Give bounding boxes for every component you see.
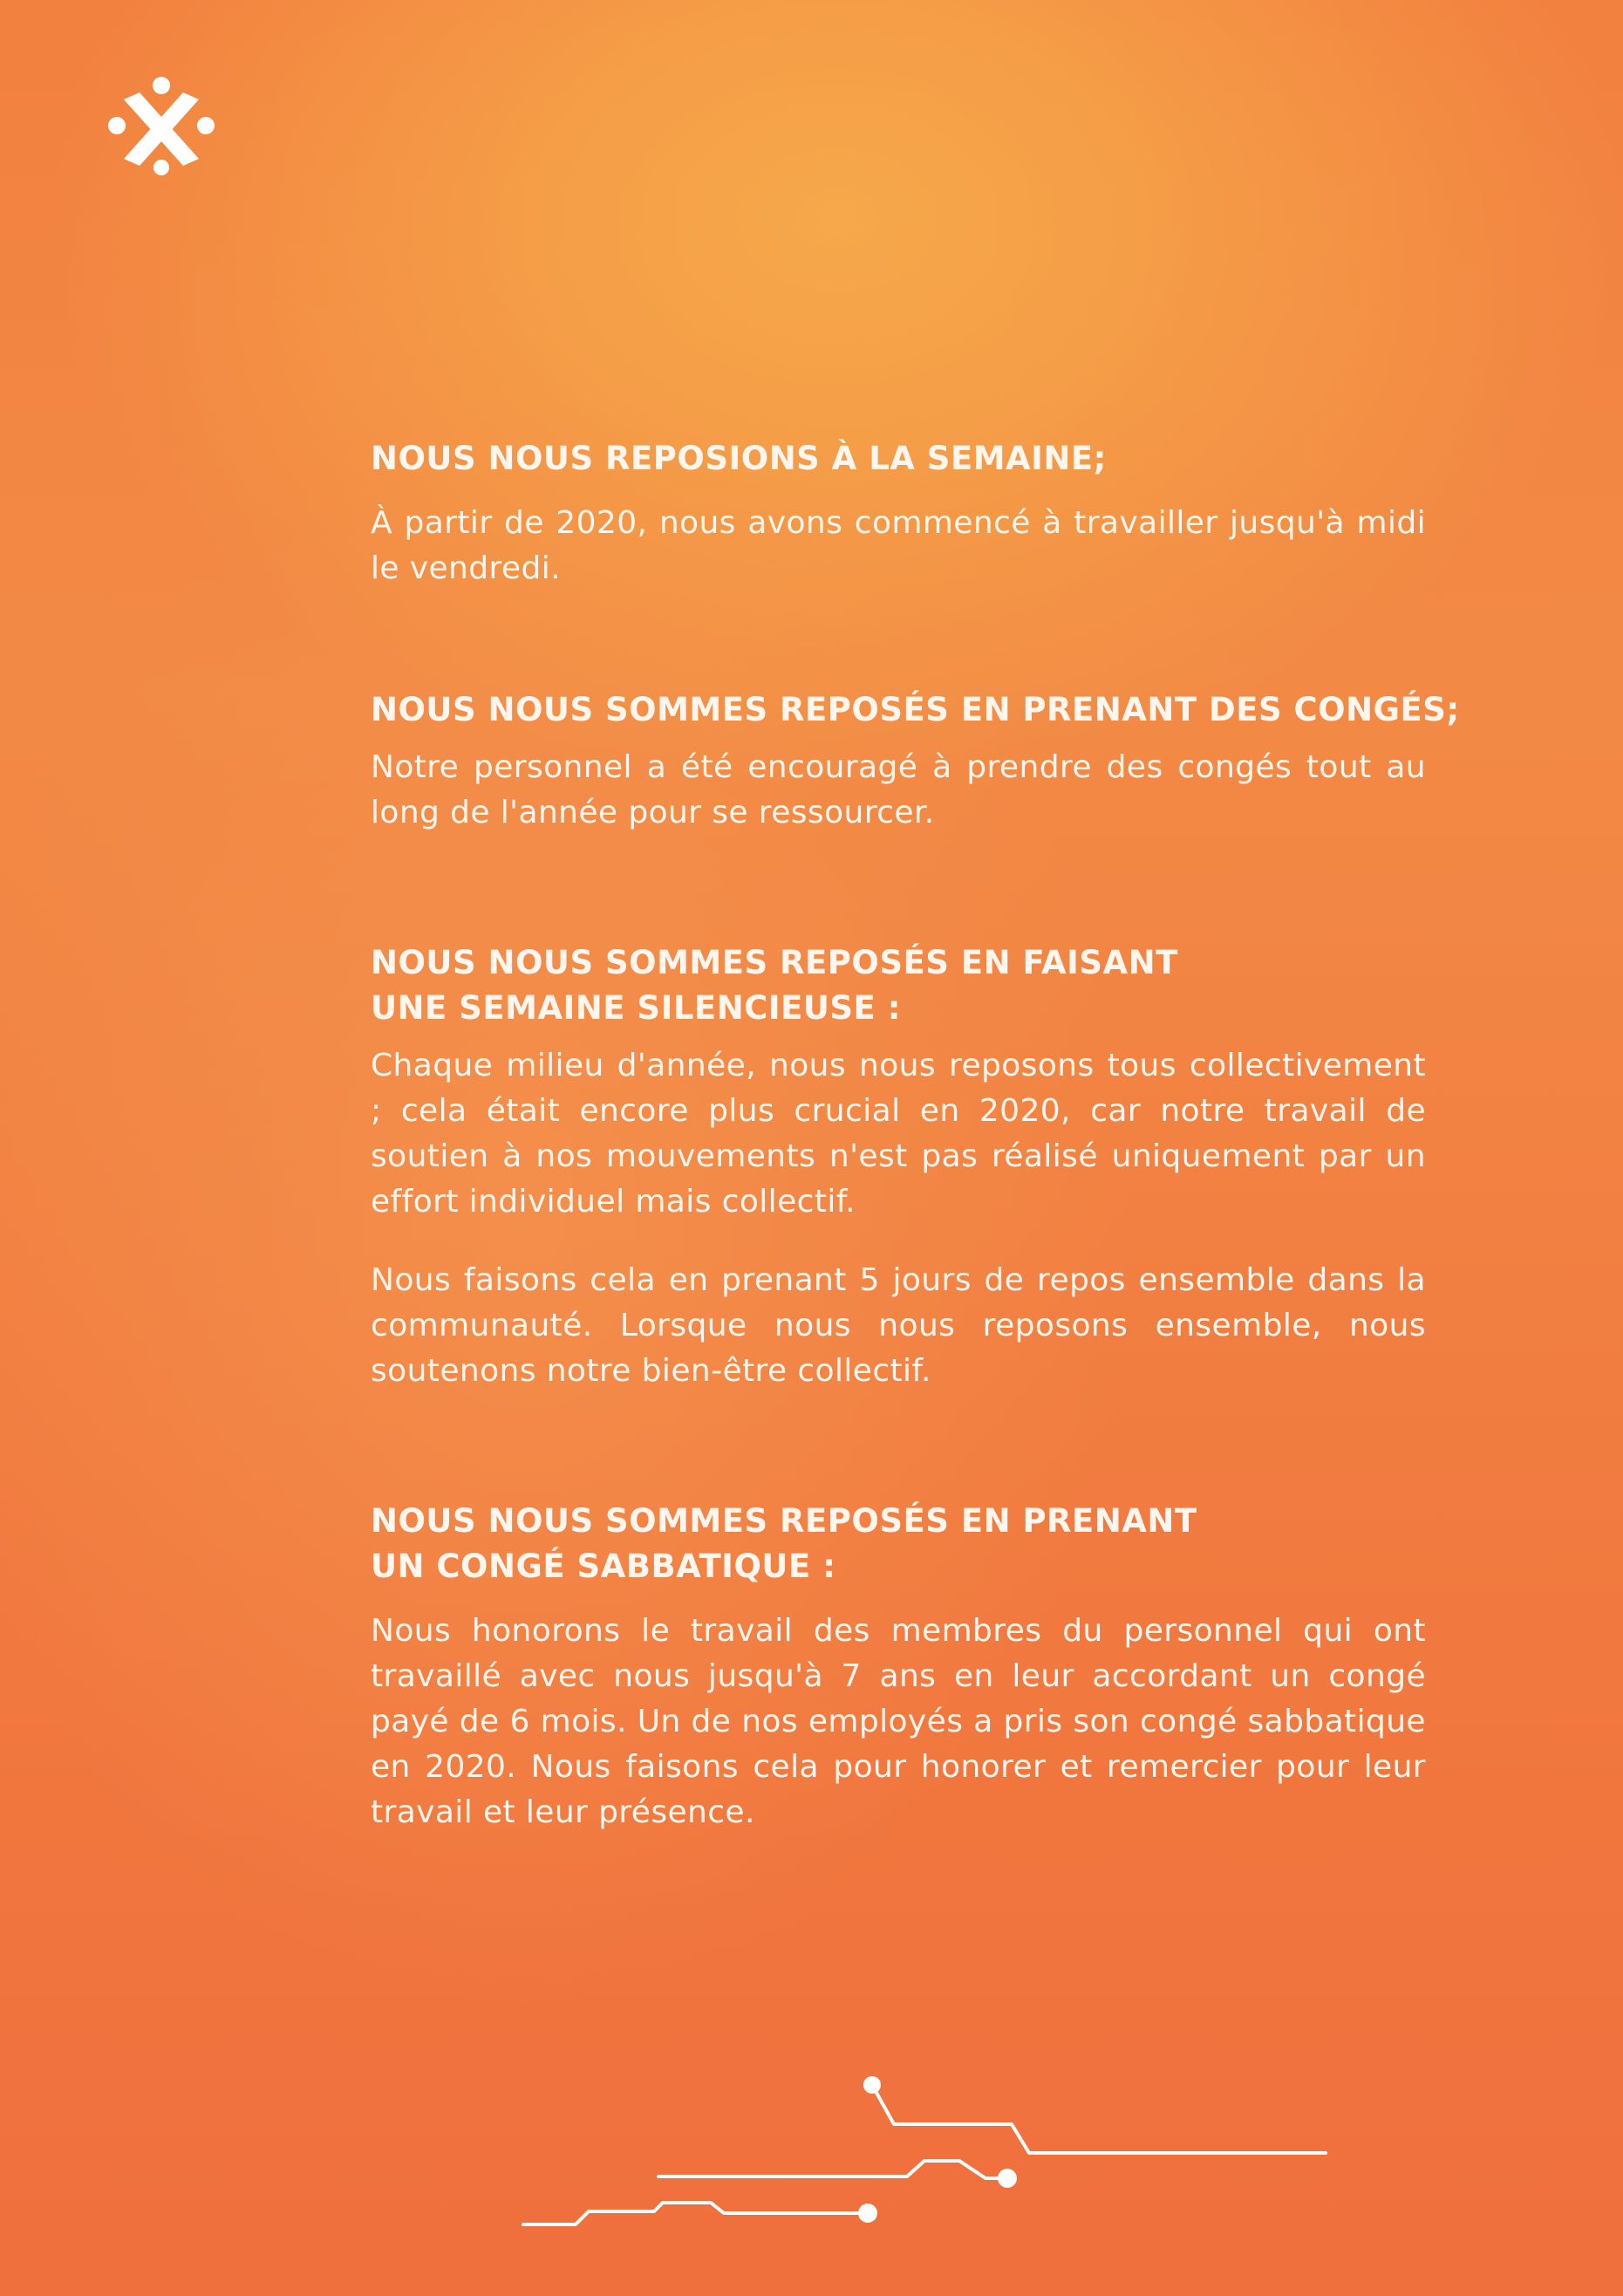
section-paragraph: À partir de 2020, nous avons commencé à travailler jusqu'à midi le vendredi. [371,505,1426,586]
organization-logo-icon [105,73,218,178]
section-paragraph: Chaque milieu d'année, nous nous reposons tous collectivement ; cela était encore plus crucial en 2020, car notre travail de soutien à nos mouvements n'est pas réalisé uniquement par un effort individuel mais collectif. [371,1048,1426,1220]
section-weekly-rest [371,436,1426,591]
section-heading: NOUS NOUS REPOSIONS À LA SEMAINE; [371,440,1107,477]
section-paragraph: Nous honorons le travail des membres du personnel qui ont travaillé avec nous jusqu'à 7 ans en leur accordant un congé payé de 6 mois. Un de nos employés a pris son congé sabbatique en 2020. Nous faisons cela pour honorer et remercier pour leur travail et leur présence. [371,1613,1426,1830]
main-content [371,436,1460,1835]
section-sabbatical [371,1499,1426,1835]
section-paragraph: Nous faisons cela en prenant 5 jours de repos ensemble dans la communauté. Lorsque nous nous reposons ensemble, nous soutenons notre bien-être collectif. [371,1262,1426,1389]
section-paragraph: Notre personnel a été encouragé à prendre des congés tout au long de l'année pour se ressourcer. [371,749,1426,830]
section-silent-week [371,940,1426,1394]
section-heading-line: UNE SEMAINE SILENCIEUSE : [371,989,902,1027]
section-heading-line: UN CONGÉ SABBATIQUE : [371,1548,836,1585]
section-heading-line: NOUS NOUS SOMMES REPOSÉS EN FAISANT [371,944,1178,981]
section-heading: NOUS NOUS SOMMES REPOSÉS EN PRENANT DES CONGÉS; [371,691,1460,728]
section-heading-line: NOUS NOUS SOMMES REPOSÉS EN PRENANT [371,1502,1197,1540]
circuit-lines-decoration [515,2072,1334,2246]
section-leave [371,687,1460,836]
